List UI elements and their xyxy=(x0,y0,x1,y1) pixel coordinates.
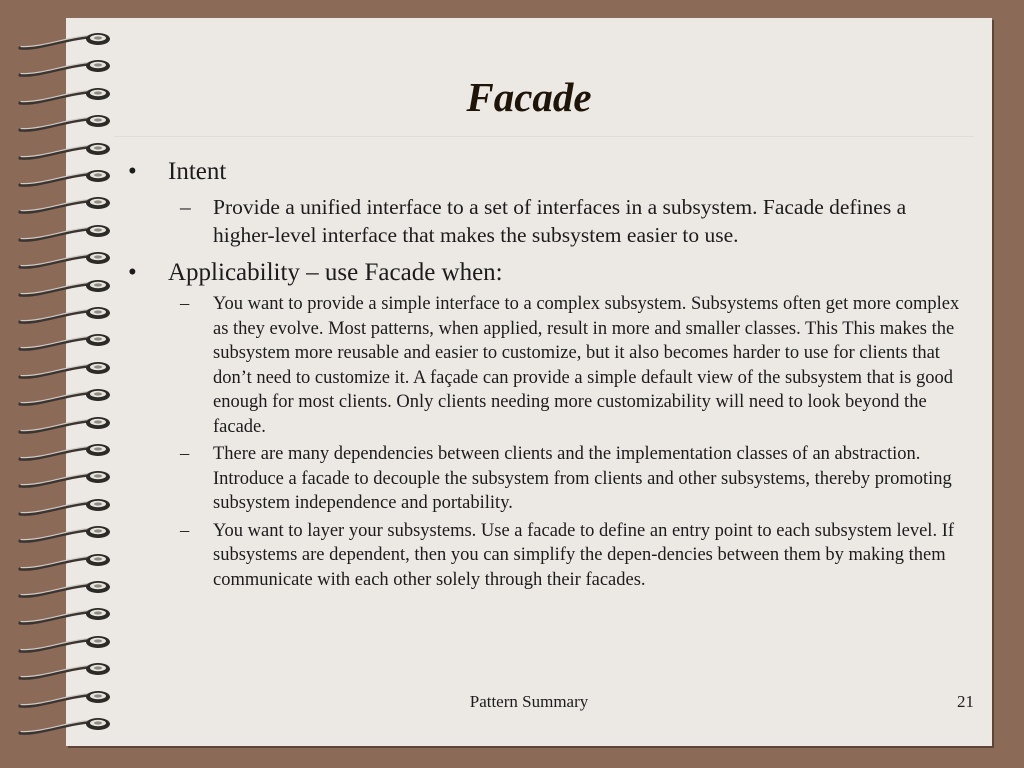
spiral-coil-icon xyxy=(18,605,116,627)
sub-bullet-applicability-3 xyxy=(128,519,968,593)
spiral-coil-icon xyxy=(18,496,116,518)
spiral-coil-icon xyxy=(18,194,116,216)
sub-bullet-applicability-1 xyxy=(128,292,968,439)
sub-bullet-text: There are many dependencies between clients and the implementation classes of an abstraction. Introduce a facade to decouple the subsystem from clients and other subsystems, thereby promoting subsystem independence and portability. xyxy=(213,444,952,513)
spiral-coil-icon xyxy=(18,633,116,655)
spiral-coil-icon xyxy=(18,57,116,79)
spiral-coil-icon xyxy=(18,688,116,710)
spiral-coil-icon xyxy=(18,140,116,162)
spiral-coil-icon xyxy=(18,551,116,573)
sub-bullet-text: You want to provide a simple interface to a complex subsystem. Subsystems often get more complex as they evolve. Most patterns, when applied, result in more and smaller classes. This This makes the subsystem more reusable and easier to customize, but it also becomes harder to use for clients that don’t need to customize it. A façade can provide a simple default view of the subsystem that is good enough for most clients. Only clients needing more customizability will need to look beyond the facade. xyxy=(213,294,960,437)
footer-label: Pattern Summary xyxy=(469,692,589,711)
sub-bullet-intent-1 xyxy=(128,193,968,249)
spiral-coil-icon xyxy=(18,167,116,189)
spiral-coil-icon xyxy=(18,331,116,353)
spiral-coil-icon xyxy=(18,715,116,737)
bullet-text: Applicability – use Facade when: xyxy=(168,259,503,286)
dash-icon: – xyxy=(180,444,190,464)
spiral-coil-icon xyxy=(18,660,116,682)
slide-content xyxy=(128,156,968,592)
spiral-coil-icon xyxy=(18,578,116,600)
bullet-icon: • xyxy=(128,158,137,185)
spiral-coil-icon xyxy=(18,468,116,490)
dash-icon: – xyxy=(180,520,190,541)
spiral-coil-icon xyxy=(18,85,116,107)
spiral-coil-icon xyxy=(18,441,116,463)
spiral-coil-icon xyxy=(18,249,116,271)
sub-bullet-text: You want to layer your subsystems. Use a facade to define an entry point to each subsystem level. If subsystems are dependent, then you can simplify the depen-dencies between them by making them communicate with each other solely through their facades. xyxy=(213,520,955,590)
spiral-coil-icon xyxy=(18,112,116,134)
spiral-coil-icon xyxy=(18,222,116,244)
bullet-applicability xyxy=(128,257,968,289)
spiral-coil-icon xyxy=(18,277,116,299)
dash-icon: – xyxy=(180,195,191,219)
title-divider xyxy=(114,136,974,137)
spiral-coil-icon xyxy=(18,304,116,326)
spiral-coil-icon xyxy=(18,30,116,52)
dash-icon: – xyxy=(180,294,190,314)
sub-bullet-text: Provide a unified interface to a set of interfaces in a subsystem. Facade defines a higher-level interface that makes the subsystem easier to use. xyxy=(213,195,907,247)
slide-page xyxy=(66,18,992,746)
sub-bullet-applicability-2 xyxy=(128,442,968,516)
bullet-text: Intent xyxy=(168,158,227,185)
bullet-intent xyxy=(128,156,968,188)
spiral-coil-icon xyxy=(18,523,116,545)
bullet-icon: • xyxy=(128,259,137,286)
spiral-coil-icon xyxy=(18,359,116,381)
spiral-coil-icon xyxy=(18,414,116,436)
page-number: 21 xyxy=(957,692,974,711)
slide-title: Facade xyxy=(466,74,592,120)
spiral-coil-icon xyxy=(18,386,116,408)
